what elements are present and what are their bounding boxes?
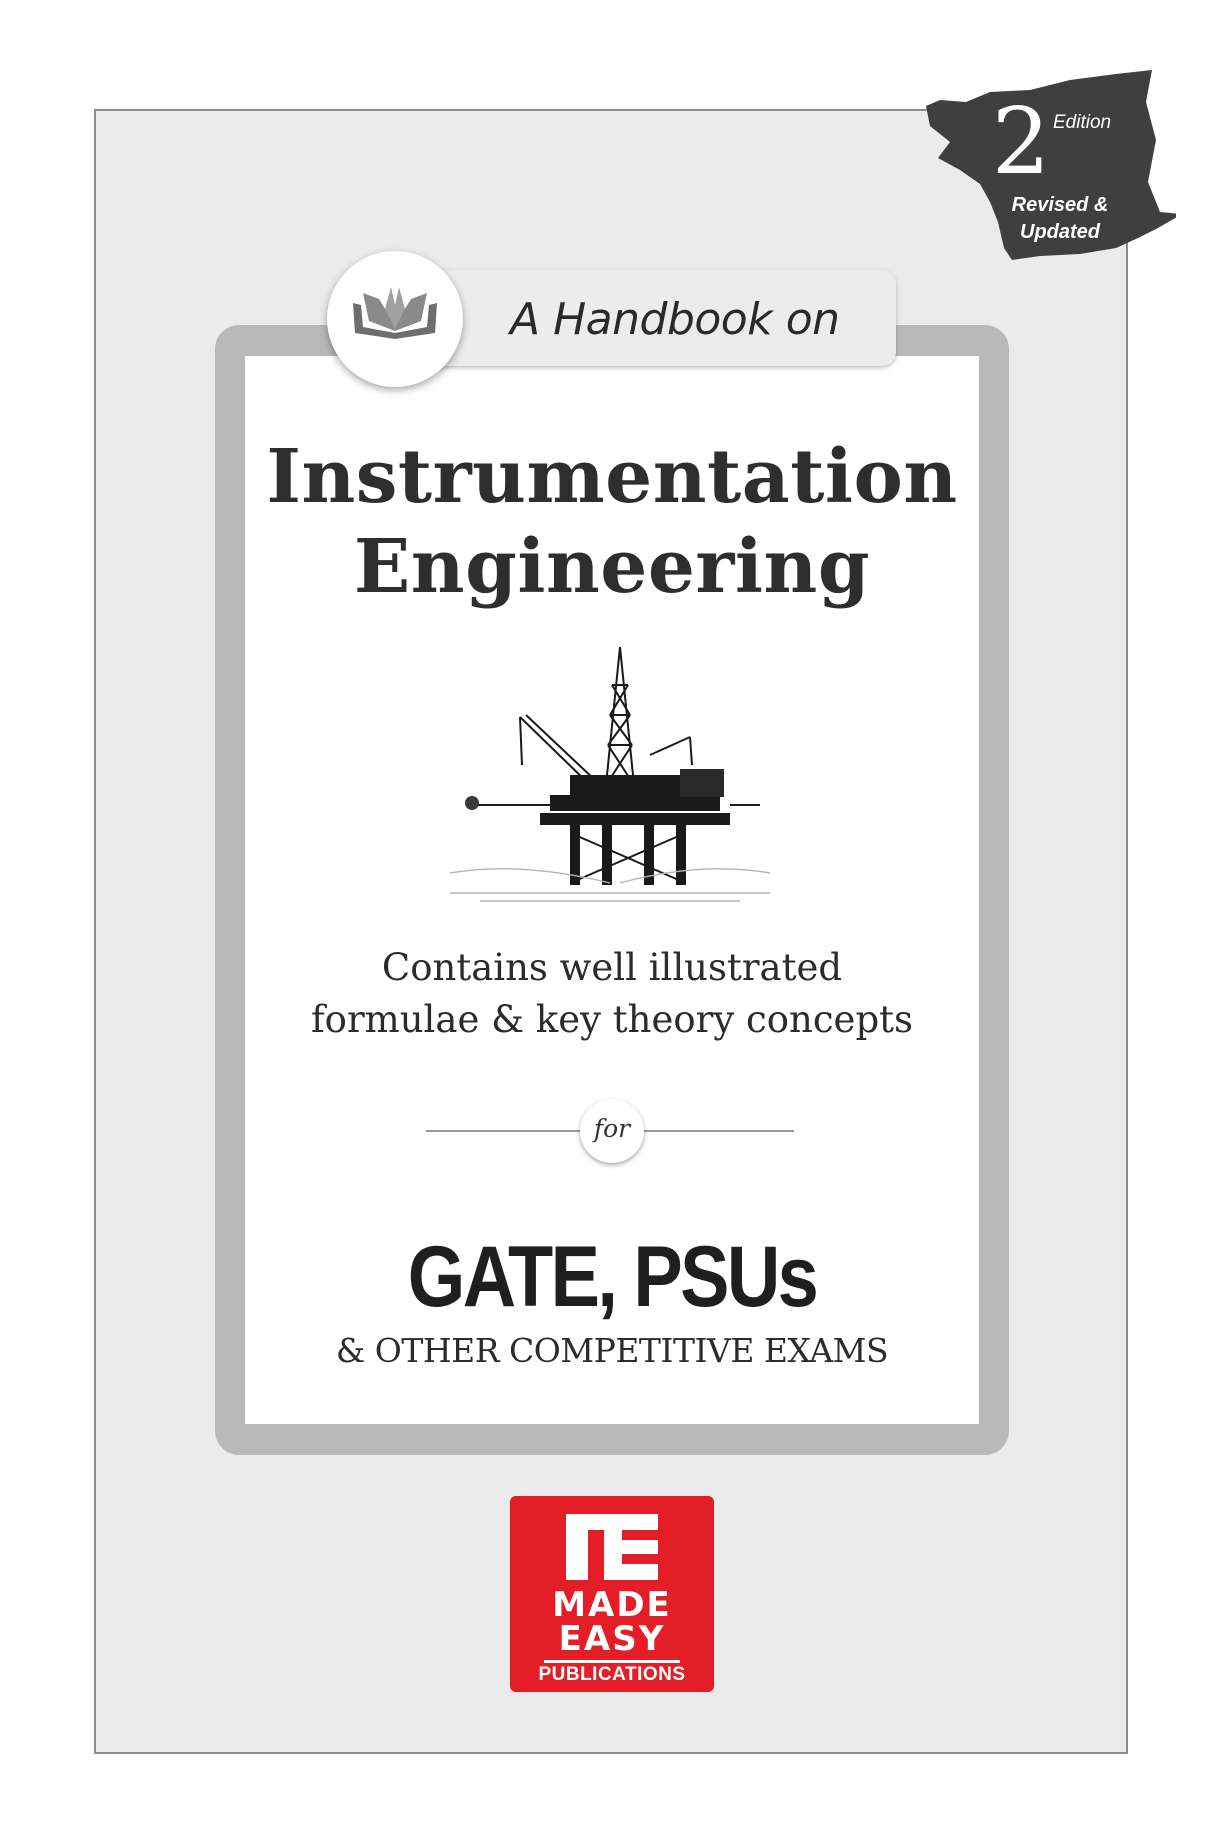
open-book-icon	[349, 285, 441, 349]
exam-subtitle: & OTHER COMPETITIVE EXAMS	[335, 1331, 889, 1370]
logo-text-easy: EASY	[558, 1619, 666, 1659]
exam-title: GATE, PSUs	[407, 1229, 817, 1325]
book-badge	[327, 251, 463, 387]
for-badge: for	[580, 1099, 644, 1163]
publisher-logo	[510, 1496, 714, 1692]
edition-note-line1: Revised &	[1011, 194, 1109, 216]
edition-label: Edition	[1053, 112, 1112, 133]
edition-number: 2	[991, 88, 1051, 195]
tagline-line-2: formulae & key theory concepts	[310, 998, 913, 1041]
oil-rig-illustration	[440, 645, 780, 905]
made-easy-logo-icon	[566, 1514, 658, 1580]
edition-note	[1010, 192, 1110, 246]
book-title	[245, 432, 979, 612]
divider-line-right	[644, 1130, 794, 1132]
logo-text-made: MADE	[552, 1585, 672, 1625]
edition-note-line2: Updated	[1020, 221, 1100, 243]
tagline	[245, 942, 979, 1046]
handbook-label: A Handbook on	[510, 294, 840, 345]
title-line-1: Instrumentation	[266, 434, 958, 520]
logo-publications: PUBLICATIONS	[538, 1664, 686, 1685]
tagline-line-1: Contains well illustrated	[381, 946, 843, 989]
title-line-2: Engineering	[353, 524, 871, 610]
divider-line-left	[426, 1130, 580, 1132]
